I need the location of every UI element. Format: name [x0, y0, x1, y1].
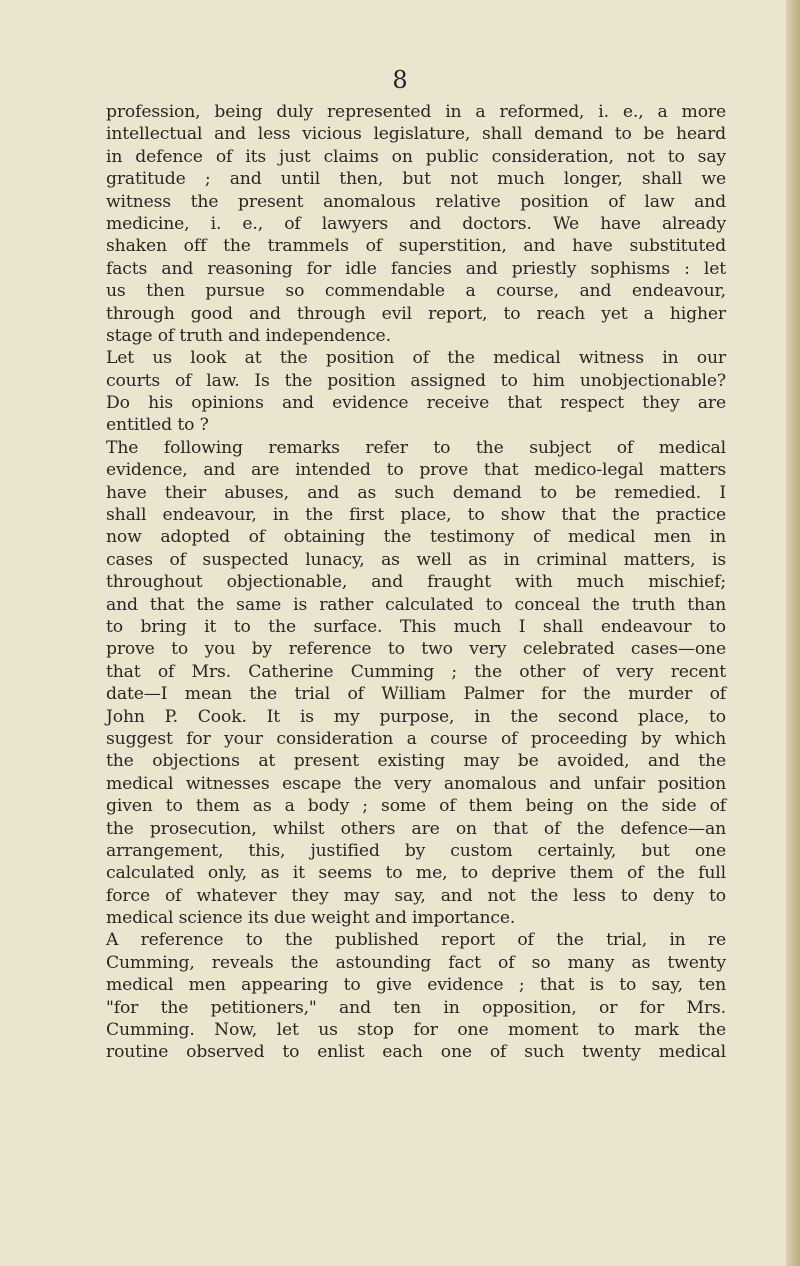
text-line: through good and through evil report, to reach yet a higher: [106, 303, 726, 324]
text-line: routine observed to enlist each one of such twenty medical: [106, 1042, 726, 1063]
text-line: prove to you by reference to two very celebrated cases—one: [106, 639, 726, 660]
text-line: the prosecution, whilst others are on that of the defence—an: [106, 818, 726, 839]
text-line: in defence of its just claims on public consideration, not to say: [106, 146, 726, 167]
text-line: the objections at present existing may be avoided, and the: [106, 751, 726, 772]
text-line: Cumming. Now, let us stop for one moment to mark the: [106, 1020, 726, 1041]
body-text: [106, 101, 726, 1064]
text-line: have their abuses, and as such demand to be remedied. I: [106, 482, 726, 503]
text-line: Cumming, reveals the astounding fact of so many as twenty: [106, 952, 726, 973]
text-line: A reference to the published report of the trial, in re: [106, 930, 726, 951]
text-line: The following remarks refer to the subject of medical: [106, 437, 726, 458]
text-line: medical men appearing to give evidence ; that is to say, ten: [106, 975, 726, 996]
text-line: John P. Cook. It is my purpose, in the second place, to: [106, 706, 726, 727]
text-line: Do his opinions and evidence receive that respect they are: [106, 393, 726, 414]
text-line: force of whatever they may say, and not the less to deny to: [106, 885, 726, 906]
text-line: intellectual and less vicious legislature, shall demand to be heard: [106, 124, 726, 145]
text-line: and that the same is rather calculated to conceal the truth than: [106, 594, 726, 615]
text-line: "for the petitioners," and ten in opposition, or for Mrs.: [106, 997, 726, 1018]
text-line: courts of law. Is the position assigned to him unobjectionable?: [106, 370, 726, 391]
text-line: facts and reasoning for idle fancies and priestly sophisms : let: [106, 258, 726, 279]
text-line: evidence, and are intended to prove that medico-legal matters: [106, 460, 726, 481]
text-line: witness the present anomalous relative position of law and: [106, 191, 726, 212]
text-line: gratitude ; and until then, but not much longer, shall we: [106, 169, 726, 190]
text-line: date—I mean the trial of William Palmer for the murder of: [106, 684, 726, 705]
text-line: shall endeavour, in the first place, to show that the practice: [106, 505, 726, 526]
text-line: that of Mrs. Catherine Cumming ; the other of very recent: [106, 661, 726, 682]
page-edge: [786, 0, 800, 1266]
text-line: stage of truth and independence.: [106, 325, 391, 346]
text-line: now adopted of obtaining the testimony of medical men in: [106, 527, 726, 548]
text-line: to bring it to the surface. This much I shall endeavour to: [106, 616, 726, 637]
text-line: us then pursue so commendable a course, and endeavour,: [106, 281, 726, 302]
text-line: throughout objectionable, and fraught with much mischief;: [106, 572, 726, 593]
text-line: arrangement, this, justified by custom certainly, but one: [106, 840, 726, 861]
text-line: Let us look at the position of the medical witness in our: [106, 348, 726, 369]
page-number: 8: [392, 66, 408, 94]
text-line: given to them as a body ; some of them being on the side of: [106, 796, 726, 817]
text-line: medical witnesses escape the very anomalous and unfair position: [106, 773, 726, 794]
text-line: cases of suspected lunacy, as well as in criminal matters, is: [106, 549, 726, 570]
text-line: profession, being duly represented in a reformed, i. e., a more: [106, 102, 726, 122]
text-line: entitled to ?: [106, 415, 209, 436]
text-line: suggest for your consideration a course of proceeding by which: [106, 728, 726, 749]
text-line: medicine, i. e., of lawyers and doctors. We have already: [106, 213, 726, 234]
text-line: shaken off the trammels of superstition, and have substituted: [106, 236, 726, 257]
text-line: calculated only, as it seems to me, to deprive them of the full: [106, 863, 726, 884]
text-line: medical science its due weight and importance.: [106, 908, 516, 929]
